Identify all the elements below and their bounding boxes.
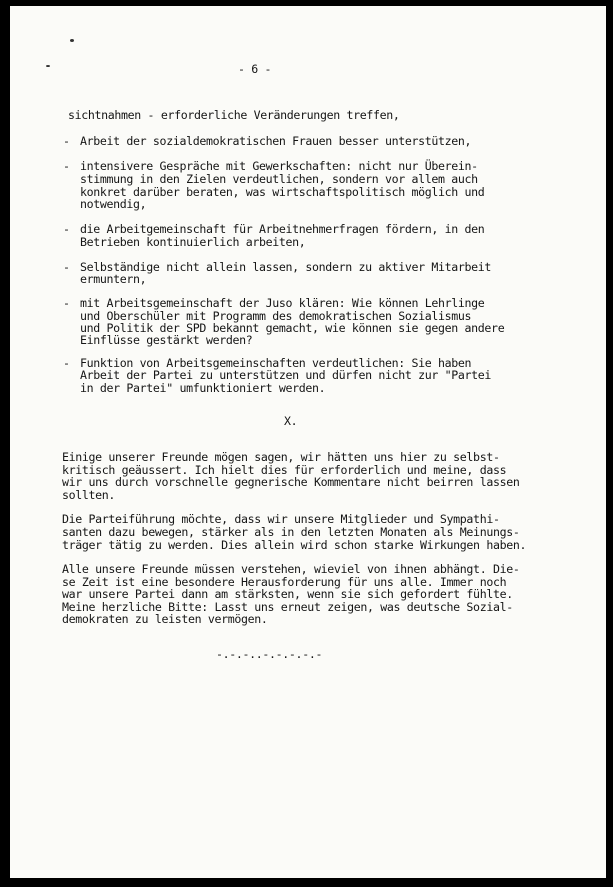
paragraph-line: Einige unserer Freunde mögen sagen, wir hätten uns hier zu selbst- — [62, 450, 500, 464]
bullet-line: in der Partei" umfunktioniert werden. — [80, 381, 326, 395]
bullet-line: Arbeit der sozialdemokratischen Frauen besser unterstützen, — [80, 134, 472, 148]
paragraph-line: santen dazu bewegen, stärker als in den letzten Monaten als Meinungs- — [62, 525, 520, 539]
bullet-line: Funktion von Arbeitsgemeinschaften verdeutlichen: Sie haben — [80, 356, 472, 370]
paragraph-line: träger tätig zu werden. Dies allein wird schon starke Wirkungen haben. — [62, 538, 527, 552]
bullet-dash: - — [63, 134, 70, 148]
bullet-line: die Arbeitgemeinschaft für Arbeitnehmerfragen fördern, in den — [80, 222, 485, 236]
bullet-dash: - — [63, 222, 70, 236]
paragraph-line: demokraten zu leisten vermögen. — [62, 612, 268, 626]
bullet-dash: - — [63, 159, 70, 173]
bullet-line: ermuntern, — [80, 272, 147, 286]
paragraph-line: wir uns durch vorschnelle gegnerische Kommentare nicht beirren lassen — [62, 475, 520, 489]
bullet-dash: - — [63, 356, 70, 370]
bullet-line: und Politik der SPD bekannt gemacht, wie können sie gegen andere — [80, 321, 505, 335]
bullet-line: Selbständige nicht allein lassen, sondern zu aktiver Mitarbeit — [80, 260, 492, 274]
section-heading: X. — [284, 414, 298, 428]
document-page — [10, 6, 606, 878]
bullet-line: konkret darüber beraten, was wirtschaftspolitisch möglich und — [80, 185, 485, 199]
bullet-line: und Oberschüler mit Programm des demokratischen Sozialismus — [80, 309, 472, 323]
paragraph-line: war unsere Partei dann am stärksten, wenn sie sich gefordert fühlte. — [62, 587, 513, 601]
bullet-line: Betrieben kontinuierlich arbeiten, — [80, 235, 306, 249]
continuation-line: sichtnahmen - erforderliche Veränderungen treffen, — [68, 108, 400, 122]
paragraph-line: se Zeit ist eine besondere Herausforderung für uns alle. Immer noch — [62, 575, 507, 589]
paragraph-line: Alle unsere Freunde müssen verstehen, wieviel von ihnen abhängt. Die- — [62, 562, 520, 576]
paragraph-line: kritisch geäussert. Ich hielt dies für erforderlich und meine, dass — [62, 463, 507, 477]
bullet-line: Einflüsse gestärkt werden? — [80, 333, 253, 347]
bullet-line: notwendig, — [80, 197, 147, 211]
bullet-line: intensivere Gespräche mit Gewerkschaften: nicht nur Überein- — [80, 159, 478, 173]
bullet-line: mit Arbeitsgemeinschaft der Juso klären: Wie können Lehrlinge — [80, 296, 485, 310]
bullet-line: Arbeit der Partei zu unterstützen und dürfen nicht zur "Partei — [80, 368, 492, 382]
bullet-dash: - — [63, 296, 70, 310]
paragraph-line: Die Parteiführung möchte, dass wir unsere Mitglieder und Sympathi- — [62, 512, 500, 526]
bullet-dash: - — [63, 260, 70, 274]
page-number: - 6 - — [238, 62, 272, 76]
paragraph-line: sollten. — [62, 488, 116, 502]
paragraph-line: Meine herzliche Bitte: Lasst uns erneut zeigen, was deutsche Sozial- — [62, 600, 513, 614]
end-marker: -.-.-..-.-.-.-.- — [216, 647, 323, 661]
bullet-line: stimmung in den Zielen verdeutlichen, sondern vor allem auch — [80, 172, 478, 186]
